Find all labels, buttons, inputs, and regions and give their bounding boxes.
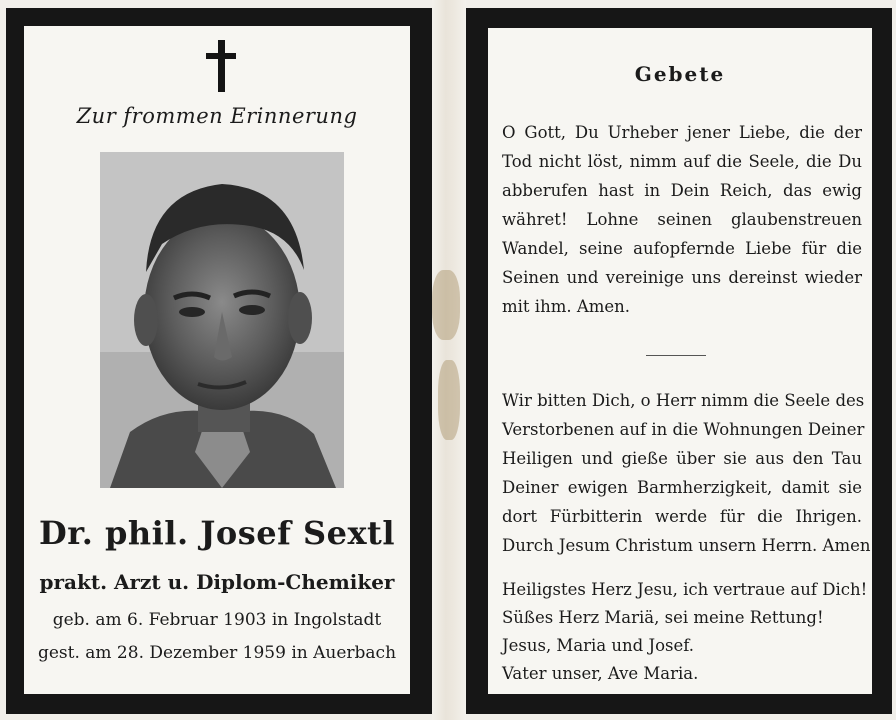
section-divider — [646, 355, 706, 356]
memorial-heading: Zur frommen Erinnerung — [76, 104, 358, 128]
memorial-card-back — [466, 8, 892, 714]
prayer-line: Wandel, seine aufopfernde Liebe für die — [502, 239, 862, 258]
prayer-paragraph-2 — [502, 386, 871, 560]
prayers-title: Gebete — [634, 62, 726, 86]
prayer-line: Jesus, Maria und Josef. — [502, 636, 695, 655]
prayer-line: Vater unser, Ave Maria. — [502, 664, 699, 683]
card-back-panel — [488, 28, 872, 694]
portrait-photo — [100, 152, 344, 488]
memorial-card-front — [6, 8, 432, 714]
prayer-line: Seinen und vereinige uns dereinst wieder — [502, 268, 862, 287]
prayer-line: mit ihm. Amen. — [502, 297, 631, 316]
card-front-panel — [24, 26, 410, 694]
card-fold — [432, 0, 466, 720]
paper-stain — [432, 270, 460, 340]
prayer-line: Heiligstes Herz Jesu, ich vertraue auf Dich! — [502, 580, 868, 599]
prayer-line: Verstorbenen auf in die Wohnungen Deiner — [502, 420, 865, 439]
prayer-line: Deiner ewigen Barmherzigkeit, damit sie — [502, 478, 862, 497]
birth-line: geb. am 6. Februar 1903 in Ingolstadt — [52, 610, 382, 630]
prayer-line: währet! Lohne seinen glaubenstreuen — [502, 210, 862, 229]
deceased-name: Dr. phil. Josef Sextl — [39, 514, 395, 552]
prayer-line: Durch Jesum Christum unsern Herrn. Amen — [502, 536, 871, 555]
death-line: gest. am 28. Dezember 1959 in Auerbach — [37, 643, 397, 663]
paper-stain — [438, 360, 460, 440]
prayer-line: Süßes Herz Mariä, sei meine Rettung! — [502, 608, 824, 627]
prayer-line: Wir bitten Dich, o Herr nimm die Seele des — [502, 391, 865, 410]
prayer-line: dort Fürbitterin werde für die Ihrigen. — [502, 507, 862, 526]
prayer-line: Heiligen und gieße über sie aus den Tau — [502, 449, 862, 468]
prayer-line: O Gott, Du Urheber jener Liebe, die der — [502, 123, 862, 142]
cross-icon — [206, 40, 236, 92]
prayer-line: Tod nicht löst, nimm auf die Seele, die Du — [502, 152, 862, 171]
prayer-paragraph-3 — [502, 576, 868, 688]
prayer-line: abberufen hast in Dein Reich, das ewig — [502, 181, 862, 200]
profession-line: prakt. Arzt u. Diplom-Chemiker — [39, 570, 395, 594]
prayer-paragraph-1 — [502, 118, 862, 321]
